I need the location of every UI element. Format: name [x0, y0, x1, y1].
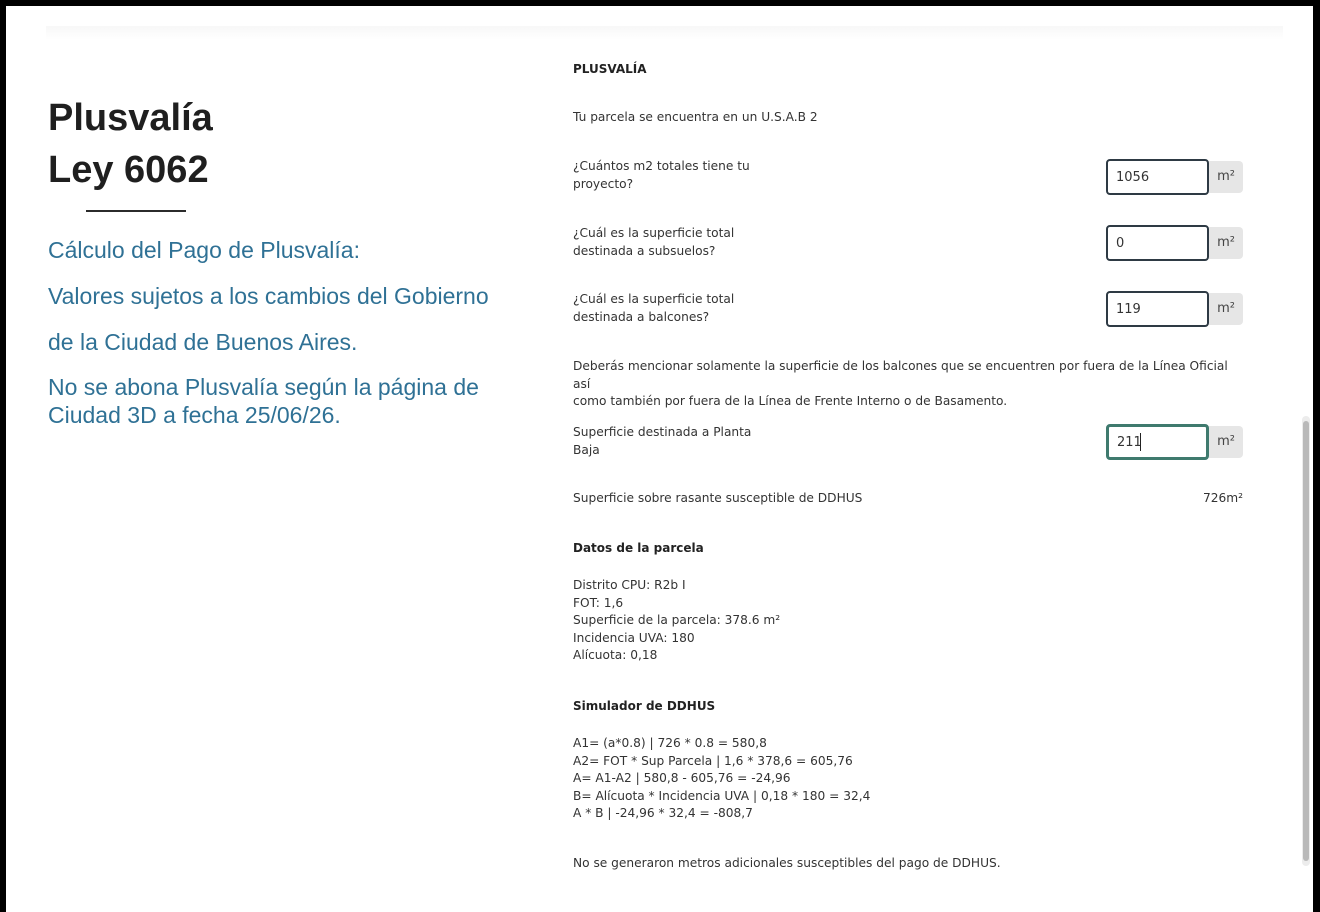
balcones-field — [1106, 291, 1243, 327]
simulador-result: No se generaron metros adicionales susceptibles del pago de DDHUS. — [573, 856, 1001, 870]
plusvalia-note — [48, 373, 548, 429]
formula-a2: A2= FOT * Sup Parcela | 1,6 * 378,6 = 605,76 — [573, 753, 853, 768]
balcones-note: Deberás mencionar solamente la superficie de los balcones que se encuentren por fuera de la Línea Oficial así como también por fuera de la Línea de Frente Interno o de Basamento. — [573, 359, 1228, 408]
subtitle — [48, 227, 548, 365]
rasante-label: Superficie sobre rasante susceptible de DDHUS — [573, 491, 863, 505]
parcela-alicuota: Alícuota: 0,18 — [573, 648, 658, 662]
scrollbar-thumb[interactable] — [1303, 421, 1309, 861]
subtitle-line-3: de la Ciudad de Buenos Aires. — [48, 329, 358, 355]
formula-b: B= Alícuota * Incidencia UVA | 0,18 * 180 = 32,4 — [573, 788, 871, 803]
parcela-incidencia: Incidencia UVA: 180 — [573, 630, 695, 645]
total-m2-input[interactable] — [1106, 159, 1209, 195]
subsuelo-field — [1106, 225, 1243, 261]
planta-baja-field — [1106, 424, 1243, 460]
balcones-input[interactable] — [1106, 291, 1209, 327]
subtitle-line-1: Cálculo del Pago de Plusvalía: — [48, 237, 360, 263]
title-line-2: Ley 6062 — [48, 149, 209, 191]
note-line-1: No se abona Plusvalía según la página de — [48, 374, 479, 400]
parcela-heading: Datos de la parcela — [573, 541, 704, 555]
planta-baja-label: Superficie destinada a Planta Baja — [573, 425, 752, 457]
location-text: Tu parcela se encuentra en un U.S.A.B 2 — [573, 110, 818, 124]
parcela-superficie: Superficie de la parcela: 378.6 m² — [573, 613, 781, 627]
page-title — [48, 92, 548, 196]
balcones-label: ¿Cuál es la superficie total destinada a balcones? — [573, 292, 735, 324]
subsuelo-input[interactable] — [1106, 225, 1209, 261]
total-m2-unit: m² — [1209, 161, 1243, 193]
simulador-heading: Simulador de DDHUS — [573, 699, 716, 713]
formula-ab: A * B | -24,96 * 32,4 = -808,7 — [573, 806, 753, 820]
intro-panel — [48, 92, 548, 429]
balcones-unit: m² — [1209, 293, 1243, 325]
title-divider — [86, 210, 186, 212]
simulador-formulas — [573, 735, 870, 823]
parcela-data — [573, 577, 780, 665]
page — [6, 6, 1313, 912]
planta-baja-unit: m² — [1209, 426, 1243, 458]
planta-baja-input[interactable] — [1106, 424, 1209, 460]
formula-a: A= A1-A2 | 580,8 - 605,76 = -24,96 — [573, 771, 791, 785]
formula-a1: A1= (a*0.8) | 726 * 0.8 = 580,8 — [573, 736, 767, 750]
rasante-value: 726m² — [1202, 491, 1243, 505]
total-m2-label: ¿Cuántos m2 totales tiene tu proyecto? — [573, 159, 750, 191]
subsuelo-label: ¿Cuál es la superficie total destinada a subsuelos? — [573, 226, 735, 258]
total-m2-field — [1106, 159, 1243, 195]
form-heading: PLUSVALÍA — [573, 62, 647, 76]
note-line-2: Ciudad 3D a fecha 25/06/26. — [48, 402, 341, 428]
parcela-distrito: Distrito CPU: R2b I — [573, 578, 686, 592]
text-caret — [1140, 433, 1141, 451]
parcela-fot: FOT: 1,6 — [573, 595, 624, 610]
subsuelo-unit: m² — [1209, 227, 1243, 259]
subtitle-line-2: Valores sujetos a los cambios del Gobierno — [48, 283, 489, 309]
title-line-1: Plusvalía — [48, 97, 213, 139]
calculator-form — [573, 6, 1253, 912]
